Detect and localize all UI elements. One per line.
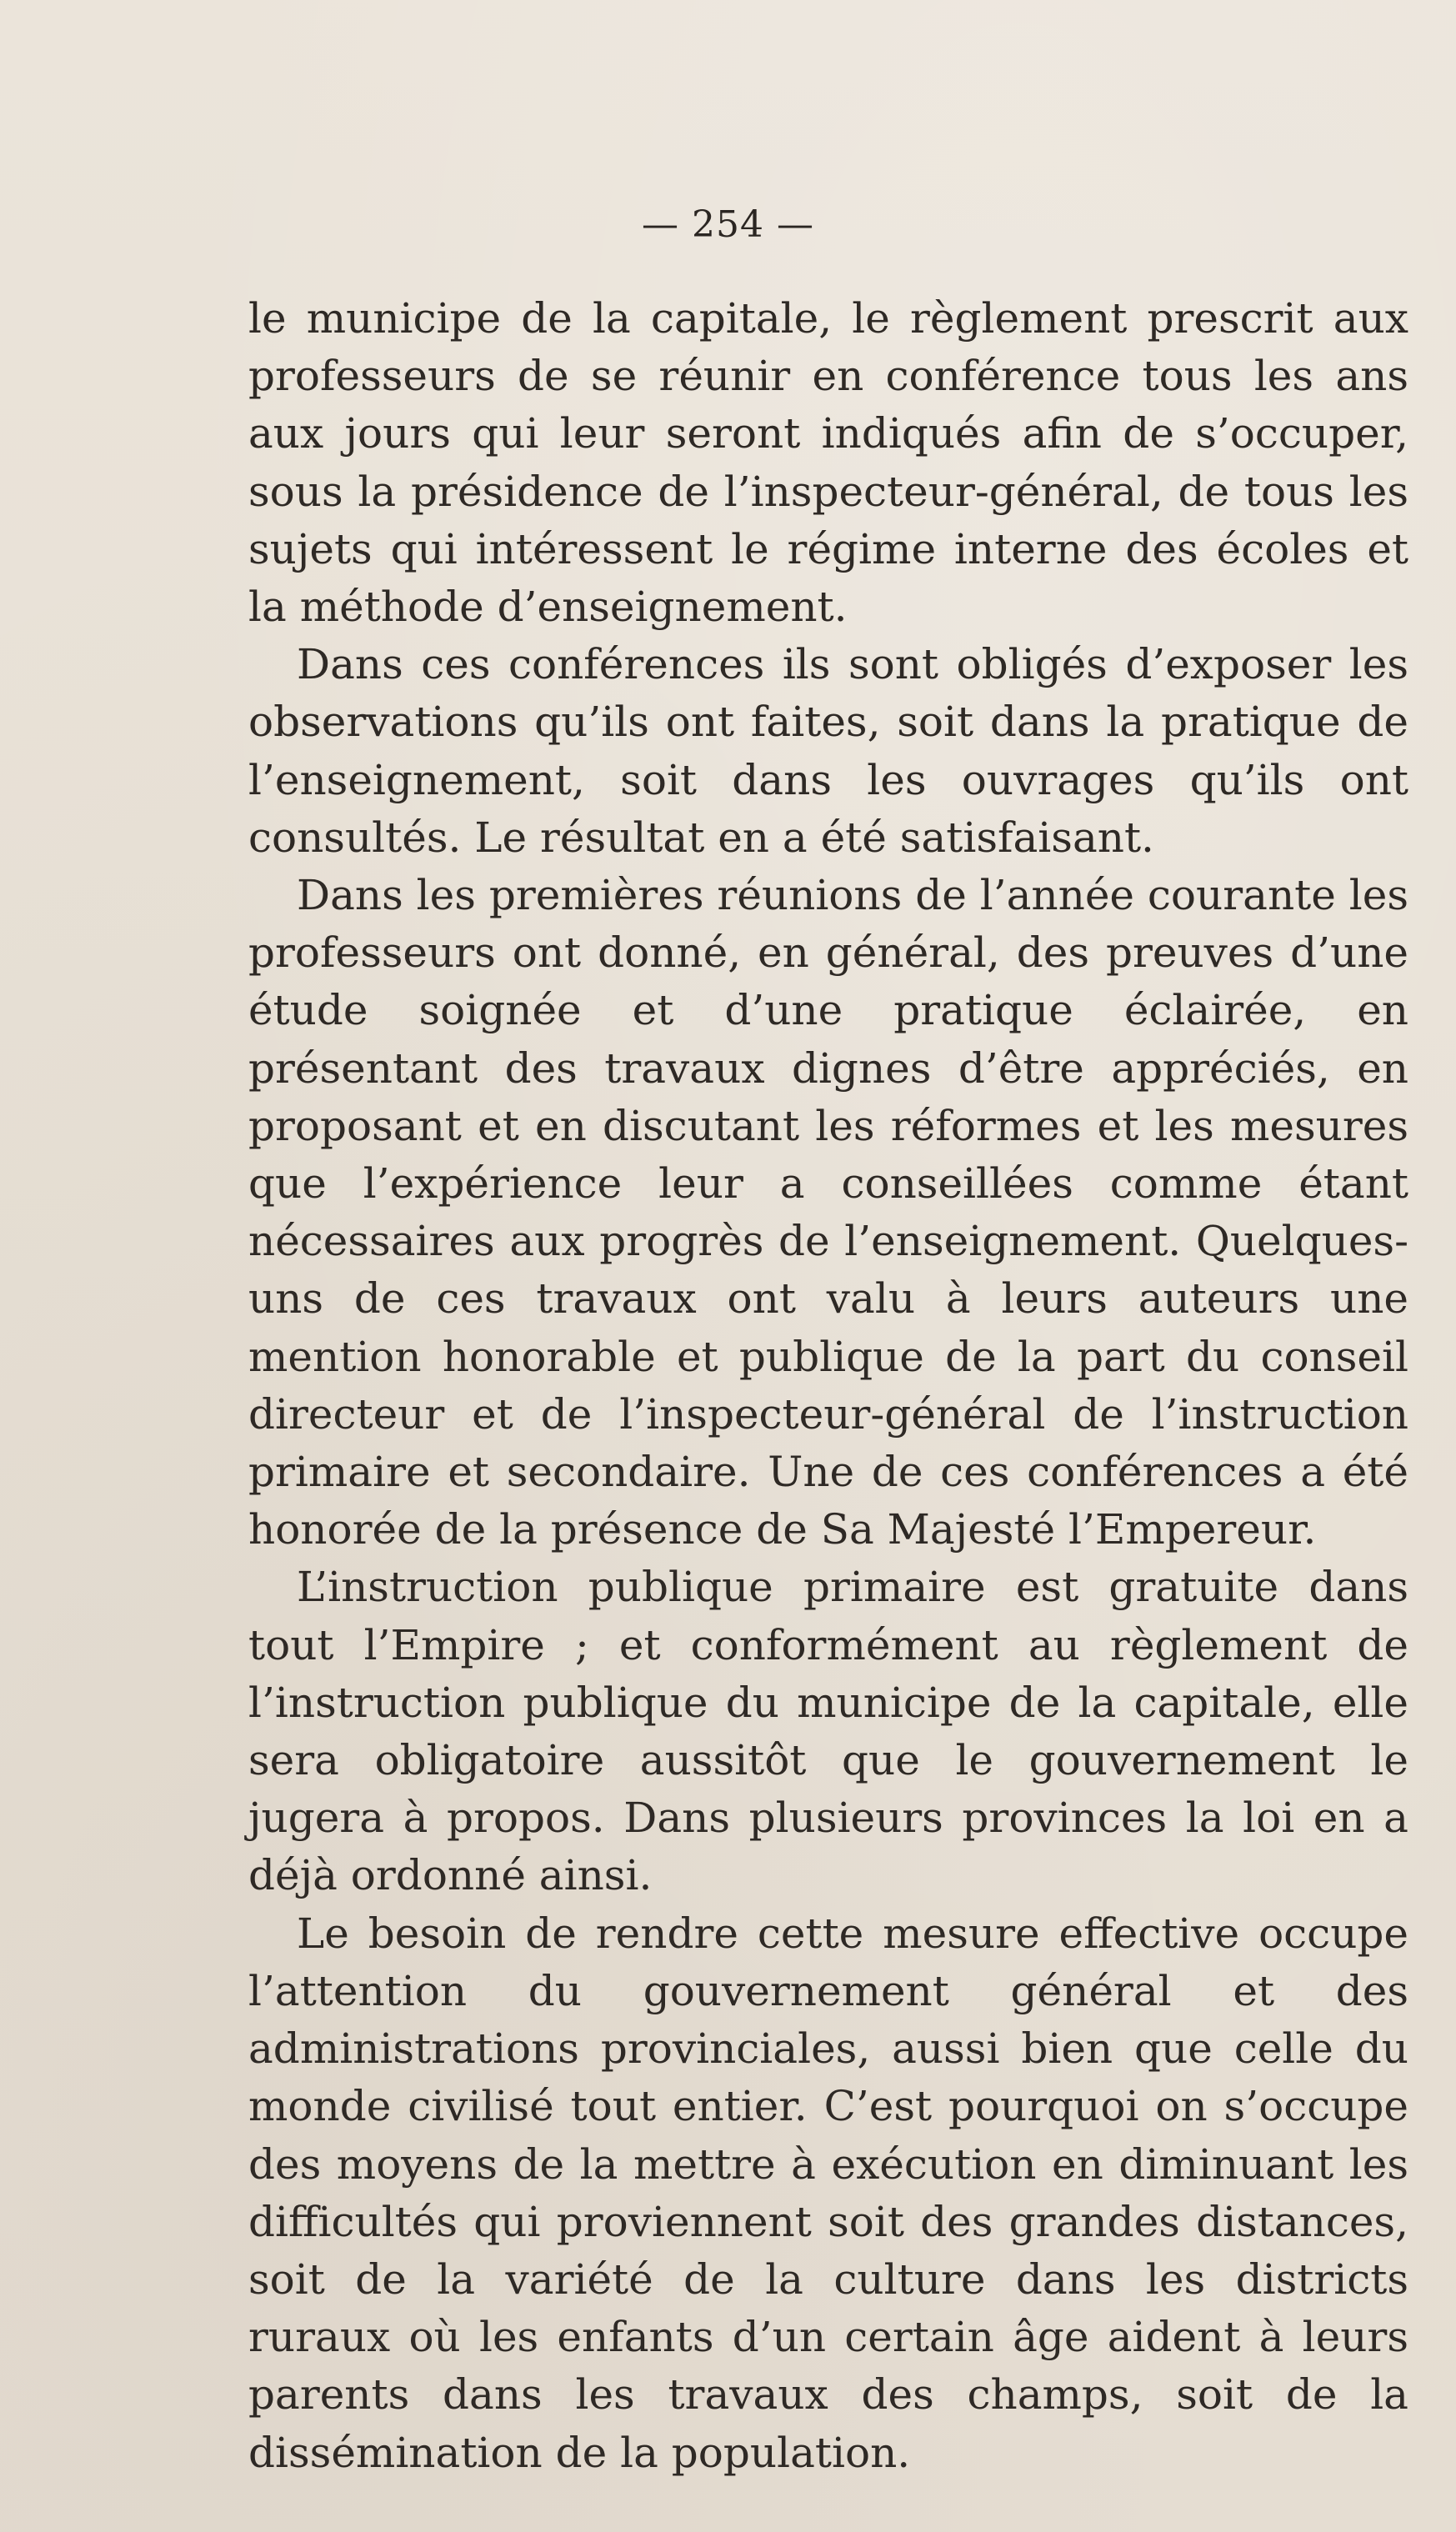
paragraph-5: Le besoin de rendre cette mesure effective occupe l’attention du gouvernement général et des administrations provinciales, aussi bien que celle du monde civilisé tout entier. C’est pourquoi on s’occupe des moyens de la mettre à exécution en diminuant les difficultés qui proviennent soit des grandes distances, soit de la variété de la culture dans les districts ruraux où les enfants d’un certain âge aident à leurs parents dans les travaux des champs, soit de la dissémination de la population. bbox=[248, 1909, 1408, 2477]
paragraph-2: Dans ces conférences ils sont obligés d’exposer les observations qu’ils ont faites, soit dans la pratique de l’enseignement, soit dans les ouvrages qu’ils ont consultés. Le résultat en a été satisfaisant. bbox=[248, 640, 1408, 862]
paragraph-3: Dans les premières réunions de l’année courante les professeurs ont donné, en général, des preuves d’une étude soignée et d’une pratique éclairée, en présentant des travaux dignes d’être appréciés, en proposant et en discutant les réformes et les mesures que l’expérience leur a conseillées comme étant nécessaires aux progrès de l’enseignement. Quelques-uns de ces travaux ont valu à leurs auteurs une mention honorable et publique de la part du conseil directeur et de l’inspecteur-général de l’instruction primaire et secondaire. Une de ces conférences a été honorée de la présence de Sa Majesté l’Empereur. bbox=[248, 871, 1408, 1554]
body-text bbox=[248, 290, 1408, 2482]
paragraph-1: le municipe de la capitale, le règlement prescrit aux professeurs de se réunir en conférence tous les ans aux jours qui leur seront indiqués afin de s’occuper, sous la présidence de l’inspecteur-général, de tous les sujets qui intéressent le régime interne des écoles et la méthode d’enseignement. bbox=[248, 294, 1408, 632]
paragraph-4: L’instruction publique primaire est gratuite dans tout l’Empire ; et conformément au règlement de l’instruction publique du municipe de la capitale, elle sera obligatoire aussitôt que le gouvernement le jugera à propos. Dans plusieurs provinces la loi en a déjà ordonné ainsi. bbox=[248, 1563, 1408, 1900]
page-number: — 254 — bbox=[642, 203, 814, 246]
